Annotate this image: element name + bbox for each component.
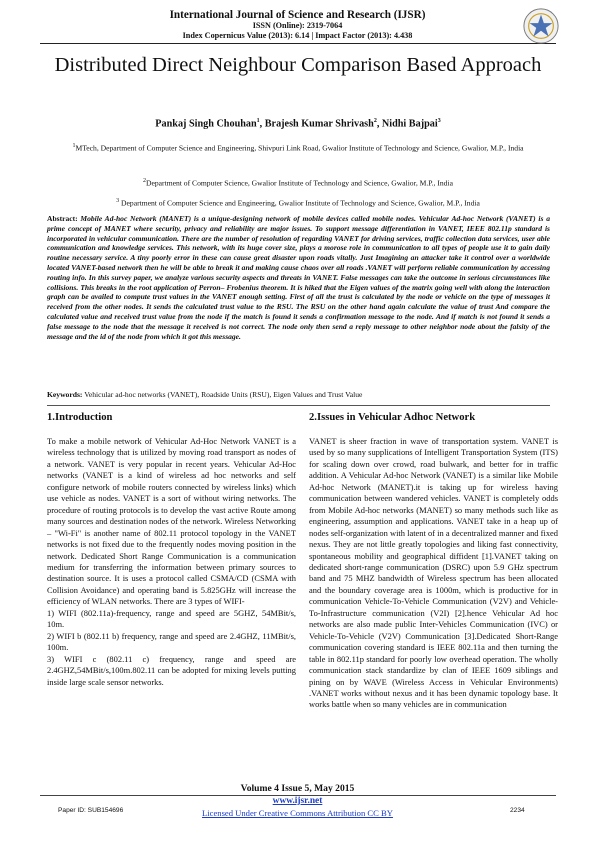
footer-url-link[interactable]: www.ijsr.net: [272, 796, 323, 806]
affiliation-2-text: Department of Computer Science, Gwalior Institute of Technology and Science, Gwalior, M.P., India: [146, 178, 453, 188]
affiliation-1: [52, 141, 544, 154]
keywords-label: Keywords:: [47, 390, 83, 399]
keywords-rule: [47, 405, 550, 406]
paper-title: Distributed Direct Neighbour Comparison Based Approach: [54, 54, 542, 76]
header-rule: [40, 43, 556, 44]
affiliation-1-text: MTech, Department of Computer Science and Engineering, Shivpuri Link Road, Gwalior Institute of Technology and Science, Gwalior, M.P., India: [75, 143, 524, 153]
author-sep: ,: [376, 118, 382, 130]
affiliation-1-sup: 1: [72, 143, 76, 149]
issues-paragraph: VANET is sheer fraction in wave of transportation system. VANET is used by so many supplications of Intelligent Transportation System (ITS) for scaling down over crowd, road bulwark, and better for in traffic addition. A Vehicular Ad-hoc Network (VANET) is a similar like Mobile Ad-hoc Network (MANET).it is taking up for wireless having communication between wandered vehicles. VANET is completely odds from Mobile Ad-hoc networks (MANET) so many methods such like as engineering, assumption and applications. VANET take in a heap up of nodes self-organization with latent of in a decentralized manner and fixed nexus. They are not little greatly topologies and liking fast connectivity, spontaneous mobility and geographical diffident [1].VANET taking on dedicated short-range communication (DSRC) upon 5.9 GHz spectrum band and 75 MHZ bandwidth of Wireless spectrum has been allocated and the boundary coverage area is 1000m, which is productive for in communication Vehicle-To-Vehicle Communication (V2V) and Vehicle-To-Infrastructure communication (V2I) [2].hence Vehicular Ad hoc networks are also made public Inter-Vehicles Communication (IVC) or Vehicle-To-Vehicle (V2V) Communication [3].Dedicated Short-Range communication covering standard is IEEE 802.11a and then turning the table in 802.11p standard for poorly low overhead operation. The wholly communication stack standardize by clan of IEEE 1609 siblings and pining on by WAVE (Wireless Access in Vehicular Environments) .VANET works without nexus and it has been dynamic topology base. It works battle when so many vehicles are in communication: [309, 436, 558, 710]
footer-paper-id: Paper ID: SUB154696: [58, 807, 124, 814]
affiliation-2-sup: 2: [143, 178, 147, 184]
intro-paragraph: To make a mobile network of Vehicular Ad-Hoc Network VANET is a wireless technology that is utilized by moving road transport as nodes of a network. VANET is very popular in recent years. Vehicular Ad-Hoc networks (VANET is a kind of wireless ad hoc networks and self configure network of mobile routers connected by wireless links) which use vehicle as nodes. VANET is a sort of without wiring networks. The procedure of routing protocols is to develop the vast active Route among many sources and destination nodes of the network. Wireless Networking – "Wi-Fi" is another name of 802.11 protocol topology in the VANET networks is not fixed due to the frequently nodes moving position in the network. Dedicated Short Range Communication is a communication medium for transferring the information between primary sources to destination source. It is uses a protocol called CSMA/CD (CSMA with Collision Avoidance) and operating band is 5.825GHz will increase the efficiency of WLAN networks. There are 3 types of WIFI-: [47, 436, 296, 607]
affiliation-3: [52, 196, 544, 209]
author-sep: ,: [259, 118, 265, 130]
affiliation-3-sup: 3: [116, 198, 120, 204]
issn-line: ISSN (Online): 2319-7064: [252, 21, 343, 30]
author-1-sup: 1: [256, 118, 260, 124]
abstract-text: Mobile Ad-hoc Network (MANET) is a unique-designing network of mobile devices called mobile nodes. Vehicular Ad-hoc Network (VANET) is a prime concept of MANET where security, privacy and reliability are major issues. To support message differentiation in VANET, IEEE 802.11p standard is incorporated in vehicular communication. There are the number of resolution of regarding VANET for driving services, traffic collection data services, user able communication and knowledge services. This network, with its huge cover size, plays a morose role in communication to all types of people use it to gain daily routine necessary service. A tiny poorly error in these can cause great disaster upon roads vitally. Just Imagining an attacker take it control over a worldwide located VANET-based network then he will be able to break it and making cause chaos over all roads .VANET will perform reliable communication by accessing routing info. In this survey paper, we analyze various security aspects and threats in VANET. False messages can take the outcome in serious circumstances like collisions. This breaks in the root application of Perron– Frobenius theorem. It is hiked that the Eigen values of the matrix going well with along the interaction graph can be availed to compute trust values in the VANET enough setting. First of all the trust is calculated by the node or vehicle on the type of messages it received from the other nodes. It sends the calculated trust value to the RSU. The RSU on the other hand again calculate the value of trust And compare the calculated value and received trust value from the node if the match is found it sends a confirmation message to the node. And if match is not found it sends a false message to the node that the message it received is not correct. The node only then send a reply message to other neighbor node about the falsity of the message and the id of the node from which it got this message.: [47, 214, 550, 341]
author-2-sup: 2: [373, 118, 377, 124]
footer-volume: Volume 4 Issue 5, May 2015: [240, 783, 355, 794]
ijsr-logo-icon: [522, 7, 560, 45]
section-2-heading: 2.Issues in Vehicular Adhoc Network: [309, 412, 476, 423]
list-item: 3) WIFI c (802.11 c) frequency, range and speed are 2.4GHZ,54MBit/s,100m.802.11 can be adopted for mixing levels putting inside large scale sensor networks.: [47, 653, 296, 687]
journal-title: International Journal of Science and Research (IJSR): [169, 9, 426, 21]
right-column: [309, 436, 558, 711]
abstract-label: Abstract:: [47, 214, 78, 223]
author-3-sup: 3: [437, 118, 441, 124]
abstract: [47, 214, 550, 341]
left-column: [47, 436, 296, 688]
author-1: Pankaj Singh Chouhan: [155, 118, 257, 130]
affiliation-2: [52, 176, 544, 189]
keywords-text: Vehicular ad-hoc networks (VANET), Roadside Units (RSU), Eigen Values and Trust Value: [82, 390, 363, 399]
keywords: [47, 390, 550, 400]
list-item: 2) WIFI b (802.11 b) frequency, range and speed are 2.4GHZ, 11MBit/s, 100m.: [47, 630, 296, 653]
author-3: Nidhi Bajpai: [381, 118, 438, 130]
footer-license-link[interactable]: Licensed Under Creative Commons Attribution CC BY: [202, 808, 393, 818]
author-list: [40, 118, 556, 129]
section-1-heading: 1.Introduction: [47, 412, 113, 423]
footer-page-number: 2234: [510, 807, 525, 814]
list-item: 1) WIFI (802.11a)-frequency, range and speed are 5GHZ, 54MBit/s, 10m.: [47, 607, 296, 630]
affiliation-3-text: Department of Computer Science and Engineering, Gwalior Institute of Technology and Science, Gwalior, M.P., India: [119, 198, 480, 208]
index-line: Index Copernicus Value (2013): 6.14 | Impact Factor (2013): 4.438: [182, 31, 413, 40]
author-2: Brajesh Kumar Shrivash: [264, 118, 374, 130]
